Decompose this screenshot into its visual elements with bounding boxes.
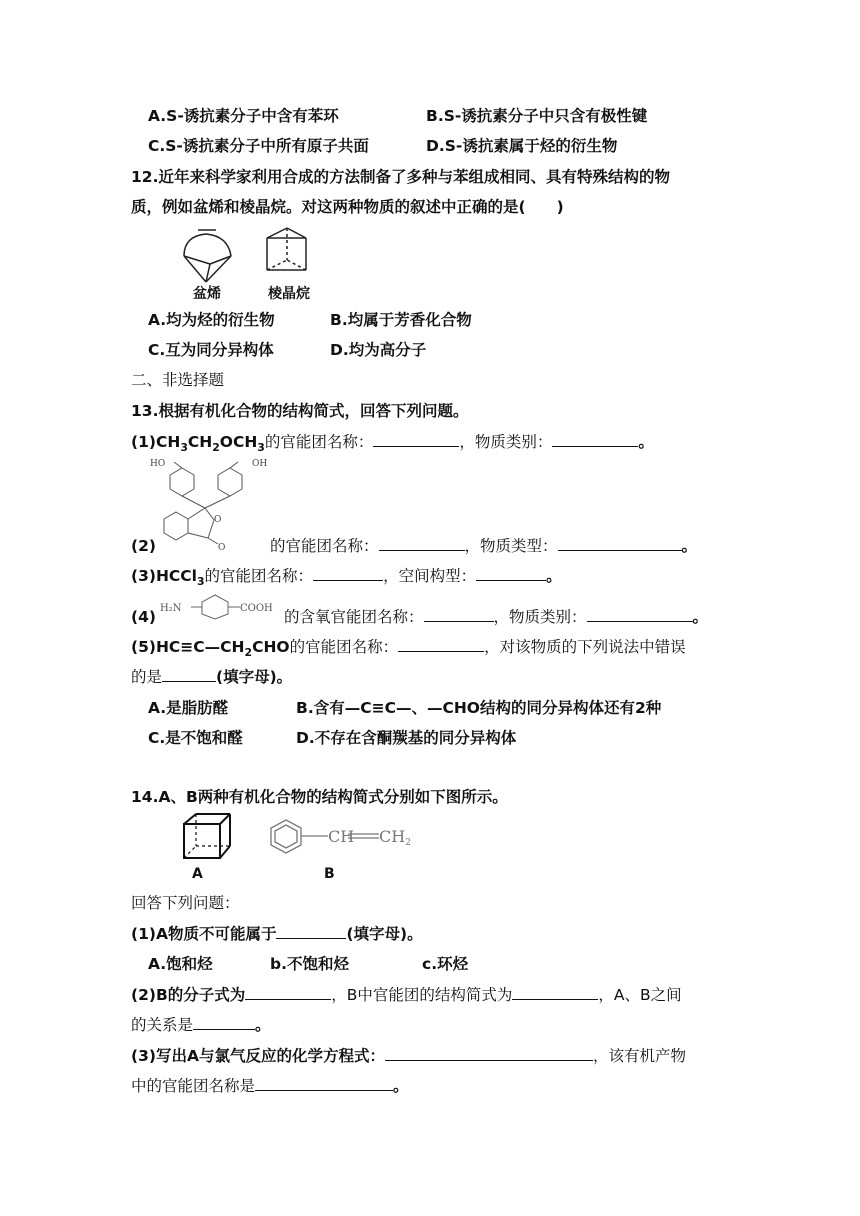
q13-part3: (3)HCCl$_3$的官能团名称： ，空间构型： 。 (131, 567, 562, 588)
q14-2-blank-relation[interactable] (193, 1015, 255, 1030)
q13-part4-number: (4) (131, 608, 156, 626)
q13-option-b: B.含有—C≡C—、—CHO结构的同分异构体还有2种 (296, 699, 662, 717)
styrene-ch2-label: CH2 (379, 827, 411, 848)
q14-part3-line1: (3)写出A与氯气反应的化学方程式： ，该有机产物 (131, 1047, 686, 1065)
styrene-structure (271, 820, 379, 853)
q11-option-b: B.S-诱抗素分子中只含有极性键 (426, 107, 648, 125)
q13-part1: $(1)CH_3CH_2OCH_3$的官能团名称： ，物质类别： 。 (131, 433, 654, 454)
prismane-label: 棱晶烷 (268, 286, 310, 302)
label-a: A (192, 866, 203, 882)
q12-option-b: B.均属于芳香化合物 (330, 311, 472, 329)
q13-option-a: A.是脂肪醛 (148, 699, 229, 717)
q13-1-blank-group[interactable] (373, 432, 459, 447)
q13-5-blank-answer[interactable] (162, 667, 216, 682)
q13-1-blank-class[interactable] (552, 432, 638, 447)
phenolphthalein-structure (150, 452, 280, 552)
q13-option-d: D.不存在含酮羰基的同分异构体 (296, 729, 517, 747)
prismane-structure (267, 228, 306, 270)
q11-option-c: C.S-诱抗素分子中所有原子共面 (148, 137, 369, 155)
q14-structures-figure (176, 810, 426, 866)
q14-option-a: A.饱和烃 (148, 955, 213, 973)
q13-part2: 的官能团名称： ，物质类型： 。 (270, 537, 698, 555)
q14-part3-line2: 中的官能团名称是 。 (131, 1077, 409, 1095)
q13-option-c: C.是不饱和醛 (148, 729, 243, 747)
q12-option-c: C.互为同分异构体 (148, 341, 274, 359)
cubane-structure (184, 814, 230, 858)
label-b: B (324, 866, 335, 882)
q14-prompt: 回答下列问题： (131, 894, 240, 912)
amino-group-label: H₂N (160, 603, 182, 614)
aminobenzoic-acid-structure (158, 593, 283, 621)
q13-5-blank-group[interactable] (398, 637, 484, 652)
styrene-ch-label: CH (328, 827, 355, 846)
q12-option-d: D.均为高分子 (330, 341, 427, 359)
q13-4-blank-class[interactable] (587, 607, 693, 622)
q13-part5-line1: $(5)HC\equiv C—CH_2CHO$的官能团名称： ，对该物质的下列说法中错误 (131, 638, 686, 659)
q14-3-blank-equation[interactable] (385, 1046, 593, 1061)
q14-part2-line2: 的关系是 。 (131, 1016, 271, 1034)
benzvalene-structure (184, 230, 231, 282)
carboxyl-group-label: COOH (240, 603, 273, 614)
q14-stem: 14.A、B两种有机化合物的结构简式分别如下图所示。 (131, 788, 508, 806)
q13-3-blank-group[interactable] (313, 566, 383, 581)
q13-2-blank-group[interactable] (379, 536, 465, 551)
oh-label-right: OH (252, 459, 268, 469)
q13-4-blank-group[interactable] (424, 607, 494, 622)
q14-part1: (1)A物质不可能属于 (填字母)。 (131, 925, 423, 943)
q13-3-blank-shape[interactable] (476, 566, 546, 581)
q11-option-a: A.S-诱抗素分子中含有苯环 (148, 107, 339, 125)
q14-3-blank-group[interactable] (255, 1076, 393, 1091)
q13-2-blank-type[interactable] (558, 536, 682, 551)
q14-2-blank-group[interactable] (512, 985, 598, 1000)
q13-part5-line2: 的是 (填字母)。 (131, 668, 293, 686)
benzvalene-label: 盆烯 (193, 286, 221, 302)
q14-2-blank-formula[interactable] (245, 985, 331, 1000)
q13-stem: 13.根据有机化合物的结构简式，回答下列问题。 (131, 402, 469, 420)
oh-label-left: HO (150, 459, 166, 469)
q14-part2-line1: (2)B的分子式为 ，B中官能团的结构简式为 ，A、B之间 (131, 986, 682, 1004)
q14-1-blank[interactable] (276, 924, 346, 939)
carbonyl-oxygen-label: O (218, 543, 226, 552)
q14-option-b: b.不饱和烃 (270, 955, 349, 973)
section-heading: 二、非选择题 (131, 371, 225, 389)
q12-stem-line1: 12.近年来科学家利用合成的方法制备了多种与苯组成相同、具有特殊结构的物 (131, 168, 670, 186)
q13-part2-number: (2) (131, 537, 156, 555)
q13-part4: 的含氧官能团名称： ，物质类别： 。 (284, 608, 709, 626)
q11-option-d: D.S-诱抗素属于烃的衍生物 (426, 137, 618, 155)
q14-option-c: c.环烃 (422, 955, 469, 973)
q12-option-a: A.均为烃的衍生物 (148, 311, 275, 329)
q12-stem-line2: 质，例如盆烯和棱晶烷。对这两种物质的叙述中正确的是( ) (131, 198, 564, 216)
ring-oxygen-label: O (214, 515, 222, 525)
